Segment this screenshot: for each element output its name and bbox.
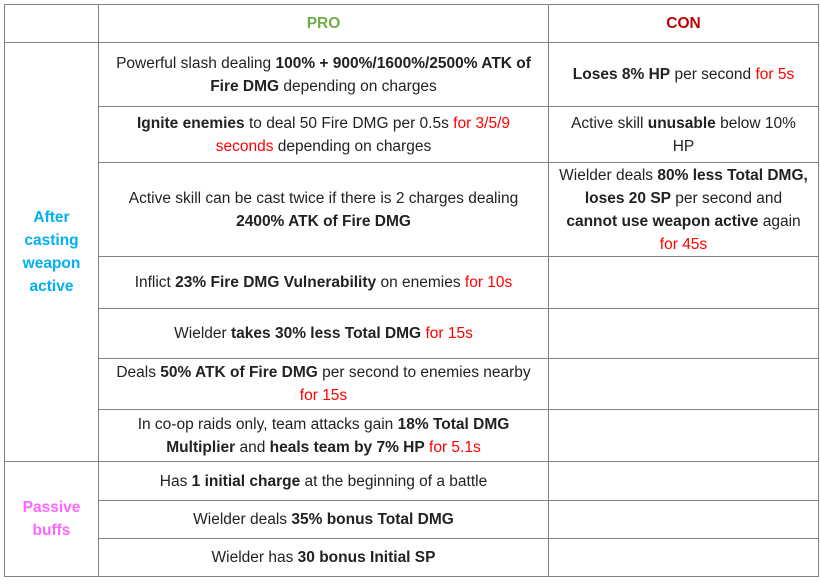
con-cell xyxy=(549,462,819,501)
duration-text: for 5.1s xyxy=(429,438,481,456)
con-cell xyxy=(549,410,819,462)
category-passive-buffs: Passive buffs xyxy=(5,462,99,577)
cell-text: Wielder xyxy=(174,325,232,342)
pro-cell xyxy=(99,163,549,257)
cell-text: per second and xyxy=(671,189,783,207)
pro-cell xyxy=(99,410,549,462)
pro-cell xyxy=(99,359,549,410)
cell-text: Inflict xyxy=(134,274,176,291)
duration-text: for 45s xyxy=(659,235,708,253)
cell-text: Wielder deals xyxy=(559,166,658,184)
cell-text: Powerful slash dealing xyxy=(116,54,276,72)
table-row xyxy=(5,257,819,309)
corner-cell xyxy=(5,5,99,43)
table-row xyxy=(5,539,819,577)
cell-text: on enemies xyxy=(376,274,465,291)
con-header: CON xyxy=(549,5,819,43)
cell-text: per second xyxy=(670,66,756,83)
cell-text: Has xyxy=(159,472,192,490)
pro-cell xyxy=(99,501,549,539)
con-cell xyxy=(549,163,819,257)
bold-text: cannot use weapon active xyxy=(566,212,759,230)
con-cell xyxy=(549,107,819,163)
bold-text: Ignite enemies xyxy=(136,114,245,132)
table-row xyxy=(5,410,819,462)
cell-text: depending on charges xyxy=(279,77,437,95)
header-row xyxy=(5,5,819,43)
table-row xyxy=(5,359,819,410)
pro-cell xyxy=(99,309,549,359)
bold-text: 2400% ATK of Fire DMG xyxy=(236,212,411,230)
cell-text: below 10% HP xyxy=(672,114,796,155)
pro-header: PRO xyxy=(99,5,549,43)
bold-text: 30 bonus Initial SP xyxy=(297,549,436,566)
duration-text: for 15s xyxy=(299,387,348,404)
cell-text: and xyxy=(235,438,270,456)
cell-text: Deals xyxy=(116,364,161,381)
bold-text: 23% Fire DMG Vulnerability xyxy=(175,274,377,291)
bold-text: Loses 8% HP xyxy=(572,66,671,83)
bold-text: unusable xyxy=(647,114,716,132)
bold-text: takes 30% less Total DMG xyxy=(231,325,422,342)
cell-text: per second to enemies nearby xyxy=(317,364,531,381)
pro-cell xyxy=(99,539,549,577)
bold-text: 1 initial charge xyxy=(191,472,301,490)
con-cell xyxy=(549,309,819,359)
duration-text: for 15s xyxy=(425,325,473,342)
cell-text: Active skill xyxy=(571,114,648,132)
cell-text: to deal 50 Fire DMG per 0.5s xyxy=(244,114,454,132)
table-row xyxy=(5,462,819,501)
duration-text: for 10s xyxy=(464,274,513,291)
cell-text: Wielder has xyxy=(211,549,298,566)
table-row xyxy=(5,501,819,539)
pro-cell xyxy=(99,257,549,309)
duration-text: for 3/5/9 seconds xyxy=(215,114,511,155)
table-row xyxy=(5,309,819,359)
table-row xyxy=(5,163,819,257)
bold-text: 80% less Total DMG, loses 20 SP xyxy=(584,166,808,207)
duration-text: for 5s xyxy=(755,66,795,83)
cell-text: depending on charges xyxy=(273,137,432,155)
con-cell xyxy=(549,257,819,309)
bold-text: 35% bonus Total DMG xyxy=(291,511,454,528)
pro-cell xyxy=(99,43,549,107)
table-row xyxy=(5,107,819,163)
con-cell xyxy=(549,43,819,107)
con-cell xyxy=(549,501,819,539)
bold-text: 100% + 900%/1600%/2500% ATK of Fire DMG xyxy=(210,54,531,95)
con-cell xyxy=(549,359,819,410)
category-after-casting: After casting weapon active xyxy=(5,43,99,462)
cell-text: Active skill can be cast twice if there is 2 charges dealing xyxy=(128,189,519,207)
pro-cell xyxy=(99,107,549,163)
cell-text: at the beginning of a battle xyxy=(300,472,488,490)
pro-con-table xyxy=(4,4,819,577)
pro-cell xyxy=(99,462,549,501)
con-cell xyxy=(549,539,819,577)
bold-text: 50% ATK of Fire DMG xyxy=(160,364,318,381)
cell-text: Wielder deals xyxy=(193,511,292,528)
cell-text: In co-op raids only, team attacks gain xyxy=(137,415,398,433)
table-row xyxy=(5,43,819,107)
bold-text: heals team by 7% HP xyxy=(269,438,425,456)
cell-text: again xyxy=(758,212,801,230)
bold-text: 18% Total DMG Multiplier xyxy=(166,415,510,456)
